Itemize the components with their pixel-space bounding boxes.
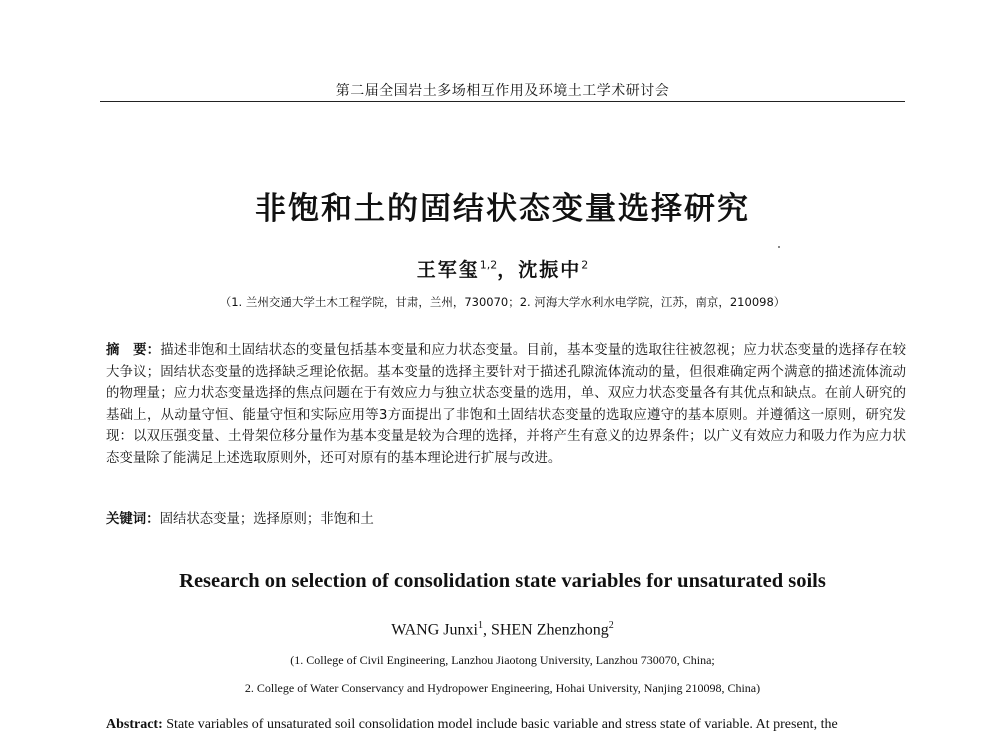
author-1-cn: 王军玺	[416, 259, 480, 281]
affiliations-cn: （1. 兰州交通大学土木工程学院，甘肃，兰州，730070；2. 河海大学水利水电学院，江苏，南京，210098）	[219, 295, 786, 309]
author-2-cn: 沈振中	[518, 259, 582, 281]
affiliation-en-line-2: 2. College of Water Conservancy and Hydropower Engineering, Hohai University, Nanjing 210098, China)	[244, 681, 761, 695]
authors-en	[100, 620, 905, 639]
author-1-en: WANG Junxi	[391, 621, 478, 639]
authors-cn	[100, 255, 905, 282]
abstract-cn-label: 摘 要：	[106, 343, 161, 358]
keywords-cn-text: 固结状态变量；选择原则；非饱和土	[159, 512, 374, 527]
paper-title-cn: 非饱和土的固结状态变量选择研究	[255, 191, 750, 227]
author-2-en-affil-mark: 2	[608, 620, 614, 631]
author-2-en: SHEN Zhenzhong	[490, 621, 609, 639]
author-separator-cn: ，	[497, 259, 519, 281]
running-head: 第二届全国岩土多场相互作用及环境土工学术研讨会	[335, 83, 670, 99]
abstract-en	[106, 717, 906, 733]
abstract-cn-text: 描述非饱和土固结状态的变量包括基本变量和应力状态变量。目前，基本变量的选取往往被忽视；应力状态变量的选择存在较大争议；固结状态变量的选择缺乏理论依据。基本变量的选择主要针对于描述孔隙流体流动的量，但很难确定两个满意的描述流体流动的物理量；应力状态变量选择的焦点问题在于有效应力与独立状态变量的选用，单、双应力状态变量各有其优点和缺点。在前人研究的基础上，从动量守恒、能量守恒和实际应用等3方面提出了非饱和土固结状态变量的选取应遵守的基本原则。并遵循这一原则，研究发现：以双压强变量、土骨架位移分量作为基本变量是较为合理的选择，并将产生有意义的边界条件；以广义有效应力和吸力作为应力状态变量除了能满足上述选取原则外，还可对原有的基本理论进行扩展与改进。	[106, 343, 906, 466]
paper-title-en: Research on selection of consolidation state variables for unsaturated soils	[179, 570, 826, 592]
author-2-cn-affil-mark: 2	[581, 258, 589, 272]
keywords-cn-label: 关键词：	[106, 512, 160, 527]
header-rule	[100, 101, 905, 102]
author-separator-en: ,	[482, 621, 491, 639]
abstract-en-text: State variables of unsaturated soil consolidation model include basic variable and stress state of variable. At present, the	[166, 717, 838, 732]
keywords-cn	[106, 508, 906, 527]
author-1-en-affil-mark: 1	[477, 620, 483, 631]
abstract-cn	[106, 340, 906, 470]
affiliation-en-line-1: (1. College of Civil Engineering, Lanzhou Jiaotong University, Lanzhou 730070, China;	[290, 653, 715, 667]
abstract-en-label: Abstract:	[106, 717, 163, 732]
author-1-cn-affil-mark: 1,2	[479, 258, 498, 272]
scan-speck	[778, 246, 780, 248]
